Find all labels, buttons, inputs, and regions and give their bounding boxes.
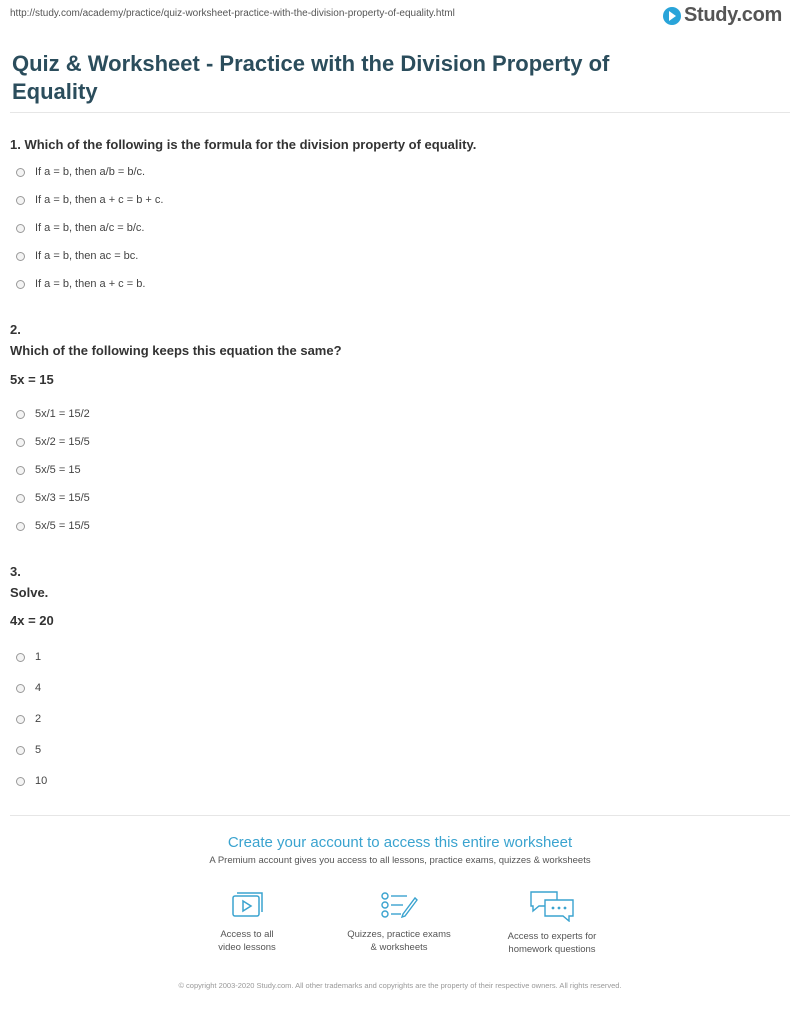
logo-text: Study.com [683,4,782,26]
question-3-option-a[interactable]: 1 [16,651,41,663]
question-3-option-b[interactable]: 4 [16,682,41,694]
question-3-option-c[interactable]: 2 [16,713,41,725]
question-2-option-d[interactable]: 5x/3 = 15/5 [16,492,90,504]
copyright-text: © copyright 2003-2020 Study.com. All other trademarks and copyrights are the property of their respective owners. All rights reserved. [178,981,622,990]
feature-video-lessons [167,890,327,954]
radio-icon[interactable] [16,168,25,177]
radio-icon[interactable] [16,715,25,724]
video-lesson-icon [229,890,265,920]
radio-icon[interactable] [16,522,25,531]
question-1-option-d[interactable]: If a = b, then ac = bc. [16,250,138,262]
radio-icon[interactable] [16,777,25,786]
feature-experts [472,890,632,956]
question-2-option-b[interactable]: 5x/2 = 15/5 [16,436,90,448]
question-3-equation: 4x = 20 [10,613,54,628]
question-2-text: Which of the following keeps this equation the same? [10,343,342,358]
radio-icon[interactable] [16,494,25,503]
question-1-option-b[interactable]: If a = b, then a + c = b + c. [16,194,163,206]
radio-icon[interactable] [16,252,25,261]
question-1-option-e[interactable]: If a = b, then a + c = b. [16,278,145,290]
page-url: http://study.com/academy/practice/quiz-worksheet-practice-with-the-division-property-of-equality.html [10,8,455,19]
question-2-number: 2. [10,322,21,337]
radio-icon[interactable] [16,196,25,205]
question-1-text: 1. Which of the following is the formula for the division property of equality. [10,137,477,152]
radio-icon[interactable] [16,410,25,419]
feature-quizzes [319,890,479,954]
question-2-option-c[interactable]: 5x/5 = 15 [16,464,81,476]
quiz-list-icon [379,890,419,920]
feature-label: Access to experts for homework questions [507,931,597,955]
page-title: Quiz & Worksheet - Practice with the Division Property of Equality [12,51,610,104]
feature-label: Access to all video lessons [218,929,276,953]
promo-divider [10,815,790,816]
radio-icon[interactable] [16,684,25,693]
promo-subtitle: A Premium account gives you access to all lessons, practice exams, quizzes & worksheets [209,855,591,866]
question-2-equation: 5x = 15 [10,372,54,387]
question-2-option-e[interactable]: 5x/5 = 15/5 [16,520,90,532]
question-1-option-c[interactable]: If a = b, then a/c = b/c. [16,222,144,234]
radio-icon[interactable] [16,653,25,662]
radio-icon[interactable] [16,224,25,233]
promo-title[interactable]: Create your account to access this entire worksheet [227,834,573,851]
chat-bubbles-icon [529,890,575,922]
study-logo[interactable] [663,4,782,27]
feature-label: Quizzes, practice exams & worksheets [347,929,451,953]
question-1-option-a[interactable]: If a = b, then a/b = b/c. [16,166,145,178]
radio-icon[interactable] [16,466,25,475]
play-logo-icon [663,7,681,25]
radio-icon[interactable] [16,280,25,289]
question-3-option-e[interactable]: 10 [16,775,47,787]
radio-icon[interactable] [16,746,25,755]
question-3-text: Solve. [10,585,49,600]
question-3-option-d[interactable]: 5 [16,744,41,756]
title-divider [10,112,790,113]
question-2-option-a[interactable]: 5x/1 = 15/2 [16,408,90,420]
question-3-number: 3. [10,564,21,579]
radio-icon[interactable] [16,438,25,447]
